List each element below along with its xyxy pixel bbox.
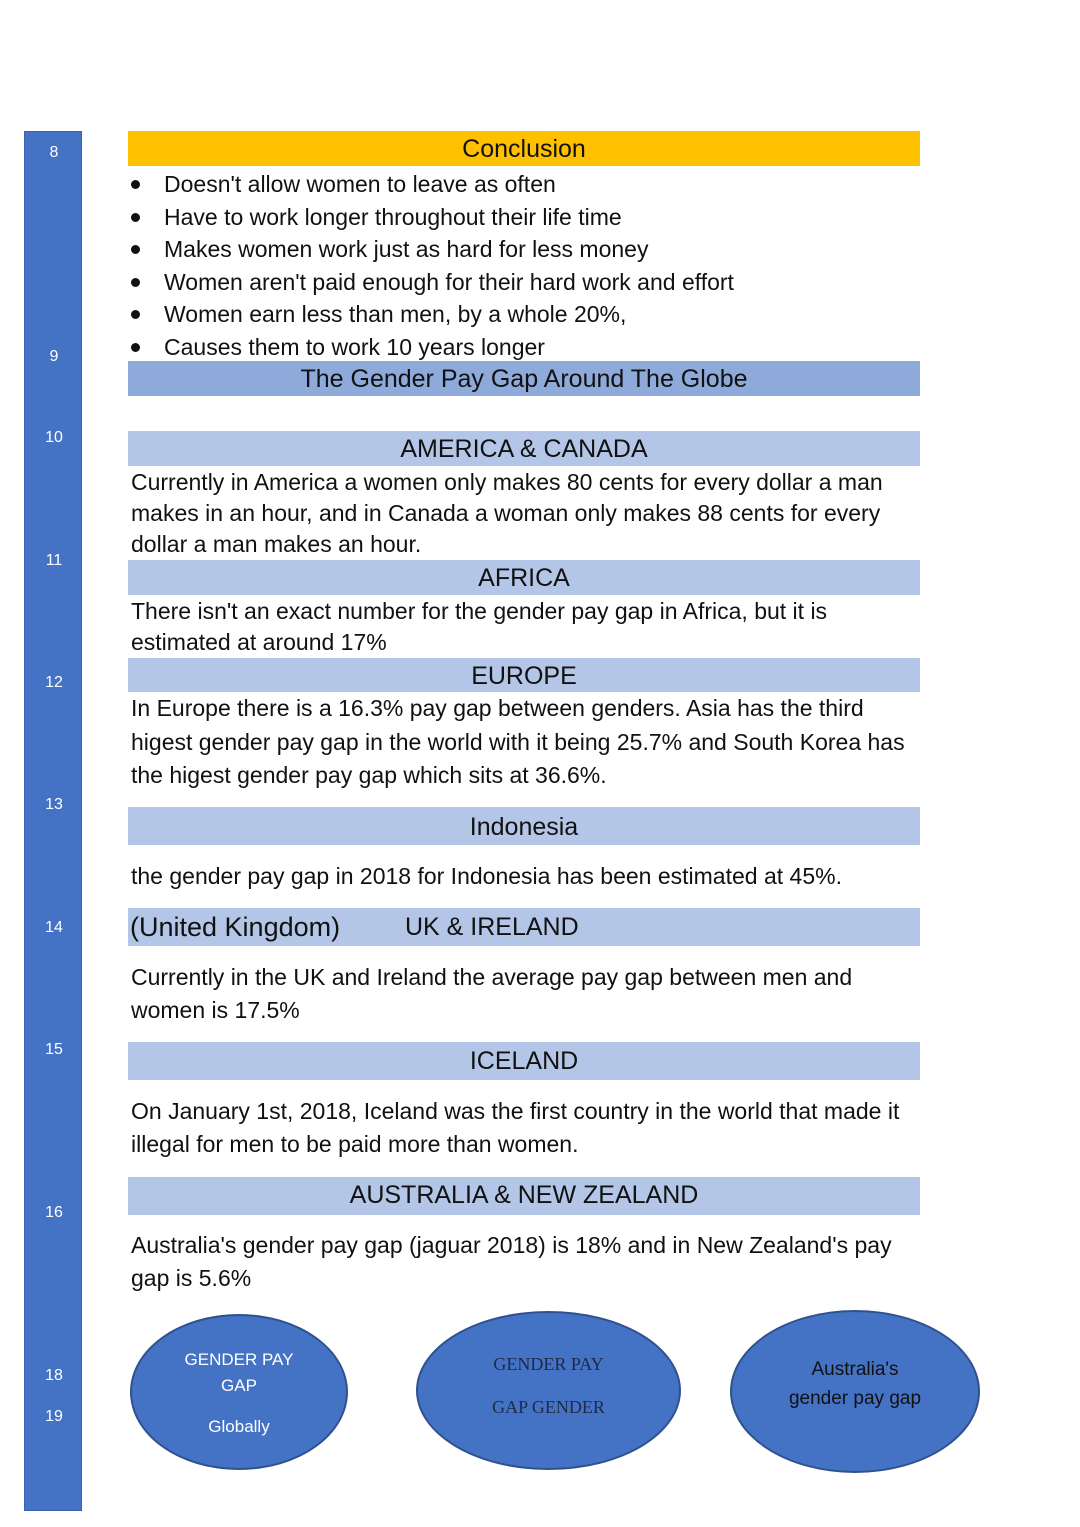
europe-text xyxy=(131,692,921,793)
line-number: 15 xyxy=(45,1041,63,1058)
australia-gender-pay-gap-ellipse xyxy=(730,1310,980,1473)
line-number: 18 xyxy=(45,1367,63,1384)
line-number: 14 xyxy=(45,919,63,936)
text-line: the higest gender pay gap which sits at 36.6%. xyxy=(131,762,607,788)
text-line: illegal for men to be paid more than women. xyxy=(131,1131,579,1157)
text-line: In Europe there is a 16.3% pay gap between genders. Asia has the third xyxy=(131,695,864,721)
australia-nz-text xyxy=(131,1229,921,1295)
list-item: Women earn less than men, by a whole 20%, xyxy=(128,298,734,331)
text-line: gap is 5.6% xyxy=(131,1265,252,1291)
europe-heading: EUROPE xyxy=(128,658,920,692)
uk-ireland-text xyxy=(131,961,921,1027)
indonesia-text xyxy=(131,860,921,892)
line-number: 12 xyxy=(45,674,63,691)
text-line: the gender pay gap in 2018 for Indonesia has been estimated at 45%. xyxy=(131,863,842,889)
text-line: makes in an hour, and in Canada a woman only makes 88 cents for every xyxy=(131,500,881,526)
text-line: women is 17.5% xyxy=(131,997,300,1023)
line-number: 16 xyxy=(45,1204,63,1221)
uk-ireland-heading: UK & IRELAND xyxy=(405,913,579,941)
ellipse-label: GAP GENDER xyxy=(492,1397,605,1417)
globe-heading: The Gender Pay Gap Around The Globe xyxy=(128,361,920,396)
line-number-sidebar xyxy=(24,131,82,1511)
list-item: Doesn't allow women to leave as often xyxy=(128,168,734,201)
america-canada-heading: AMERICA & CANADA xyxy=(128,431,920,466)
indonesia-heading: Indonesia xyxy=(128,807,920,845)
text-line: Currently in the UK and Ireland the average pay gap between men and xyxy=(131,964,853,990)
ellipse-label: gender pay gap xyxy=(788,1388,922,1409)
line-number: 8 xyxy=(49,144,59,161)
ellipse-label: GENDER PAY xyxy=(184,1350,294,1369)
text-line: higest gender pay gap in the world with it being 25.7% and South Korea has xyxy=(131,728,905,755)
list-item: Causes them to work 10 years longer xyxy=(128,331,734,364)
list-item: Makes women work just as hard for less money xyxy=(128,233,734,266)
ellipse-label: GAP xyxy=(221,1376,257,1395)
ellipse-label: Australia's xyxy=(811,1359,899,1380)
list-item: Have to work longer throughout their life time xyxy=(128,201,734,234)
text-line: estimated at around 17% xyxy=(131,629,387,655)
conclusion-heading: Conclusion xyxy=(128,131,920,166)
africa-text xyxy=(131,596,921,658)
line-number: 11 xyxy=(45,552,63,569)
line-number: 9 xyxy=(49,348,59,365)
line-number: 10 xyxy=(45,429,63,446)
line-number: 13 xyxy=(45,796,63,813)
uk-prefix: (United Kingdom) xyxy=(130,912,341,942)
america-canada-text xyxy=(131,467,921,560)
text-line: There isn't an exact number for the gender pay gap in Africa, but it is xyxy=(131,598,828,624)
iceland-heading: ICELAND xyxy=(128,1042,920,1080)
australia-nz-heading: AUSTRALIA & NEW ZEALAND xyxy=(128,1177,920,1215)
gender-pay-gap-gender-ellipse xyxy=(416,1311,681,1470)
line-number: 19 xyxy=(45,1408,63,1425)
conclusion-list xyxy=(128,168,734,363)
text-line: Australia's gender pay gap (jaguar 2018) is 18% and in New Zealand's pay xyxy=(131,1232,892,1258)
africa-heading: AFRICA xyxy=(128,560,920,595)
text-line: dollar a man makes an hour. xyxy=(131,531,422,557)
gender-pay-gap-globally-ellipse xyxy=(130,1314,348,1470)
uk-ireland-heading-bar xyxy=(128,908,920,946)
text-line: On January 1st, 2018, Iceland was the first country in the world that made it xyxy=(131,1098,900,1124)
iceland-text xyxy=(131,1095,921,1161)
list-item: Women aren't paid enough for their hard work and effort xyxy=(128,266,734,299)
text-line: Currently in America a women only makes 80 cents for every dollar a man xyxy=(131,469,883,495)
ellipse-label: Globally xyxy=(208,1417,270,1436)
ellipse-label: GENDER PAY xyxy=(493,1354,604,1374)
